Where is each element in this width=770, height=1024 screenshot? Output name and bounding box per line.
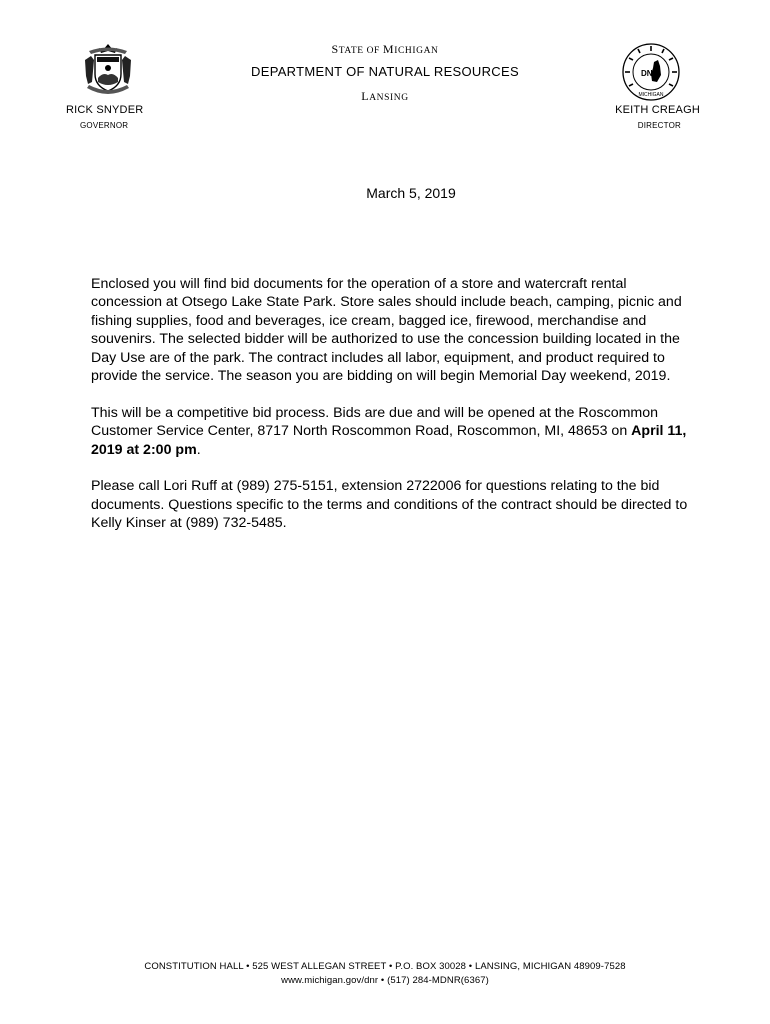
paragraph-bid-documents: Enclosed you will find bid documents for the operation of a store and watercraft rental concession at Otsego Lake State Park. Store sales should include beach, camping, picnic and fishing supplies, food and beverages, ice cream, bagged ice, firewood, merchandise and souvenirs. The selected bidder will be authorized to use the concession building located in the Day Use are of the park. The contract includes all labor, equipment, and product required to provide the service. The season you are bidding on will begin Memorial Day weekend, 2019. xyxy=(91,276,682,385)
letter-body xyxy=(91,275,691,551)
city-rest: ANSING xyxy=(369,93,409,103)
footer-contact: www.michigan.gov/dnr • (517) 284-MDNR(6367) xyxy=(281,975,489,986)
dnr-seal-label: DNR xyxy=(641,69,659,78)
city-initial: L xyxy=(361,89,370,103)
state-heading xyxy=(0,42,770,57)
dnr-seal-state: MICHIGAN xyxy=(638,92,664,98)
director-name: KEITH CREAGH xyxy=(615,104,700,116)
director-title: DIRECTOR xyxy=(637,121,681,130)
state-initial: S xyxy=(331,42,339,56)
governor-name: RICK SNYDER xyxy=(66,104,144,116)
city-heading xyxy=(0,87,770,105)
paragraph-bid-process xyxy=(91,404,691,459)
letter-date: March 5, 2019 xyxy=(366,185,456,201)
michigan-initial: M xyxy=(382,42,395,56)
michigan-rest: ICHIGAN xyxy=(394,46,439,56)
paragraph-contacts: Please call Lori Ruff at (989) 275-5151, extension 2722006 for questions relating to the bid documents. Questions specific to the terms and conditions of the contract should be directed to Kelly Kinser at (989) 732-5485. xyxy=(91,478,688,532)
governor-title: GOVERNOR xyxy=(80,121,129,130)
department-heading: DEPARTMENT OF NATURAL RESOURCES xyxy=(251,64,519,79)
paragraph-bid-process-end: . xyxy=(196,441,201,458)
paragraph-bid-process-text: This will be a competitive bid process. Bids are due and will be opened at the Roscommon Customer Service Center, 8717 North Roscommon Road, Roscommon, MI, 48653 on xyxy=(91,404,659,440)
footer-address: CONSTITUTION HALL • 525 WEST ALLEGAN STREET • P.O. BOX 30028 • LANSING, MICHIGAN 48909-7528 xyxy=(144,961,626,972)
bid-deadline: April 11, 2019 at 2:00 pm xyxy=(91,423,687,458)
state-rest: TATE OF xyxy=(338,46,383,56)
